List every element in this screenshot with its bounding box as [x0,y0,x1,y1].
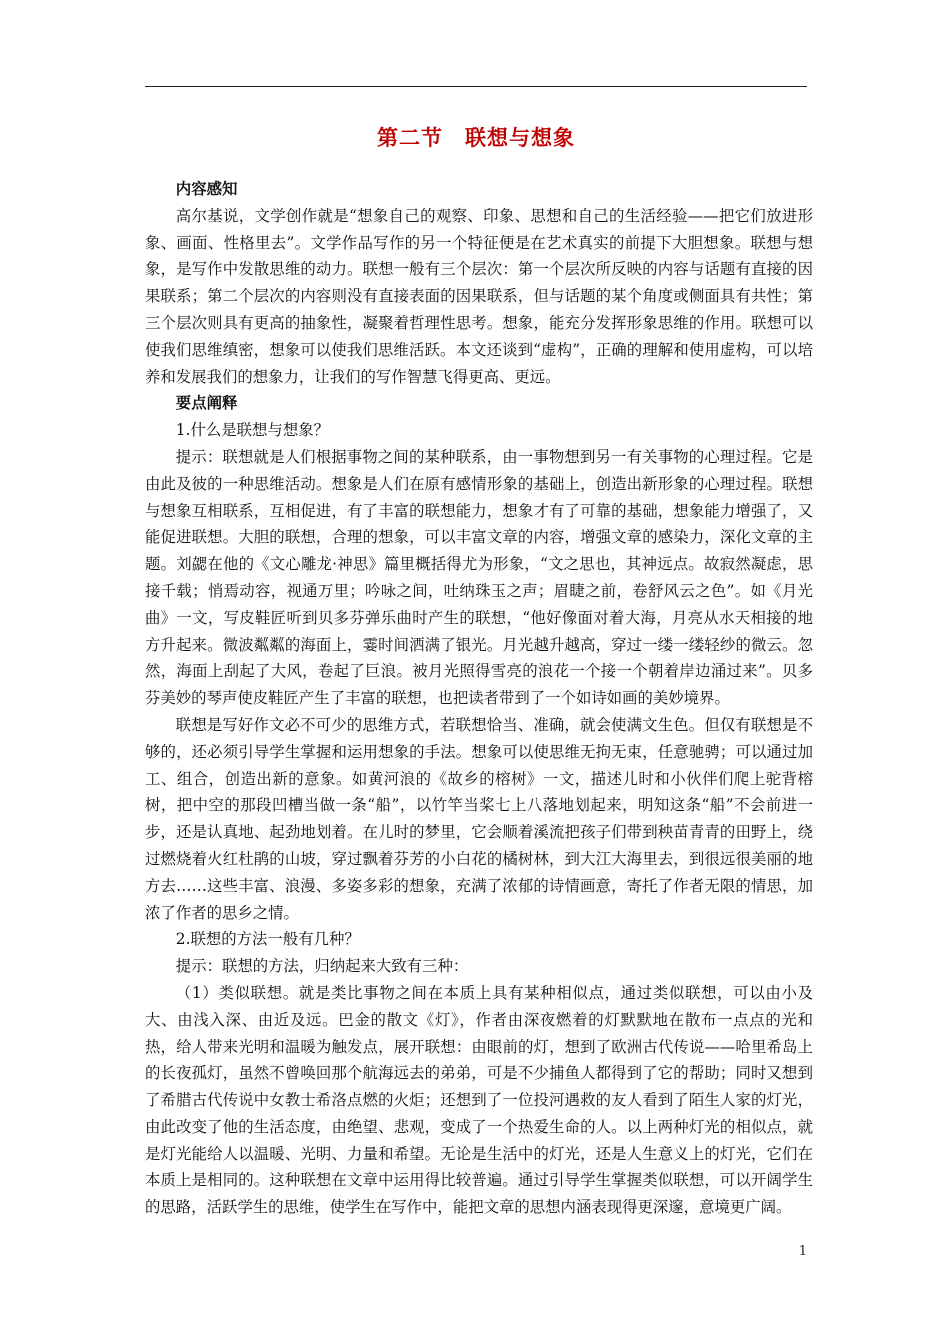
page-number: 1 [798,1244,807,1259]
section-heading-content-perception: 内容感知 [175,180,238,198]
paragraph: 联想是写好作文必不可少的思维方式，若联想恰当、准确，就会使满文生色。但仅有联想是不够的，还必须引导学生掌握和运用想象的手法。想象可以使思维无拘无束，任意驰骋；可以通过加工、组合，创造出新的意象。如黄河浪的《故乡的榕树》一文，描述儿时和小伙伴们爬上驼背榕树，把中空的那段凹槽当做一条“船”，以竹竿当桨七上八落地划起来，明知这条“船”不会前进一步，还是认真地、起劲地划着。在儿时的梦里，它会顺着溪流把孩子们带到秧苗青青的田野上，绕过燃烧着火红杜鹃的山坡，穿过飘着芬芳的小白花的橘树林，到大江大海里去，到很远很美丽的地方去……这些丰富、浪漫、多姿多彩的想象，充满了浓郁的诗情画意，寄托了作者无限的情思，加浓了作者的思乡之情。 [145,715,813,922]
question-heading: 2.联想的方法一般有几种？ [175,930,360,949]
paragraph: （1）类似联想。就是类比事物之间在本质上具有某种相似点，通过类似联想，可以由小及大、由浅入深、由近及远。巴金的散文《灯》，作者由深夜燃着的灯默默地在散布一点点的光和热，给人带来光明和温暖为触发点，展开联想：由眼前的灯，想到了欧洲古代传说——哈里希岛上的长夜孤灯，虽然不曾唤回那个航海远去的弟弟，可是不少捕鱼人都得到了它的帮助；同时又想到了希腊古代传说中女教士希洛点燃的火炬；还想到了一位投河遇救的友人看到了陌生人家的灯光，由此改变了他的生活态度，由绝望、悲观，变成了一个热爱生命的人。以上两种灯光的相似点，就是灯光能给人以温暖、光明、力量和希望。无论是生活中的灯光，还是人生意义上的灯光，它们在本质上是相同的。这种联想在文章中运用得比较普遍。通过引导学生掌握类似联想，可以开阔学生的思路，活跃学生的思维，使学生在写作中，能把文章的思想内涵表现得更深邃，意境更广阔。 [145,983,813,1217]
paragraph: 提示：联想就是人们根据事物之间的某种联系，由一事物想到另一有关事物的心理过程。它是由此及彼的一种思维活动。想象是人们在原有感情形象的基础上，创造出新形象的心理过程。联想与想象互相联系，互相促进，有了丰富的联想能力，想象才有了可靠的基础，想象能力增强了，又能促进联想。大胆的联想，合理的想象，可以丰富文章的内容，增强文章的感染力，深化文章的主题。刘勰在他的《文心雕龙·神思》篇里概括得尤为形象，“文之思也，其神远点。故寂然凝虑，思接千载；悄焉动容，视通万里；吟咏之间，吐纳珠玉之声；眉睫之前，卷舒风云之色”。如《月光曲》一文，写皮鞋匠听到贝多芬弹乐曲时产生的联想，“他好像面对着大海，月亮从水天相接的地方升起来。微波粼粼的海面上，霎时间洒满了银光。月光越升越高，穿过一缕一缕轻纱的微云。忽然，海面上刮起了大风，卷起了巨浪。被月光照得雪亮的浪花一个接一个朝着岸边涌过来”。贝多芬美妙的琴声使皮鞋匠产生了丰富的联想，也把读者带到了一个如诗如画的美妙境界。 [145,447,813,708]
page-title: 第二节 联想与想象 [377,125,575,150]
section-heading-key-points: 要点阐释 [175,394,238,413]
question-heading: 1.什么是联想与想象？ [175,421,329,440]
document-body [145,176,813,1221]
paragraph: 高尔基说，文学创作就是“想象自己的观察、印象、思想和自己的生活经验——把它们放进形象、画面、性格里去”。文学作品写作的另一个特征便是在艺术真实的前提下大胆想象。联想与想象，是写作中发散思维的动力。联想一般有三个层次：第一个层次所反映的内容与话题有直接的因果联系；第二个层次的内容则没有直接表面的因果联系，但与话题的某个角度或侧面具有共性；第三个层次则具有更高的抽象性，凝聚着哲理性思考。想象，能充分发挥形象思维的作用。联想可以使我们思维缜密，想象可以使我们思维活跃。本文还谈到“虚构”，正确的理解和使用虚构，可以培养和发展我们的想象力，让我们的写作智慧飞得更高、更远。 [145,206,813,386]
header-rule [145,86,807,87]
paragraph: 提示：联想的方法，归纳起来大致有三种： [175,957,469,976]
